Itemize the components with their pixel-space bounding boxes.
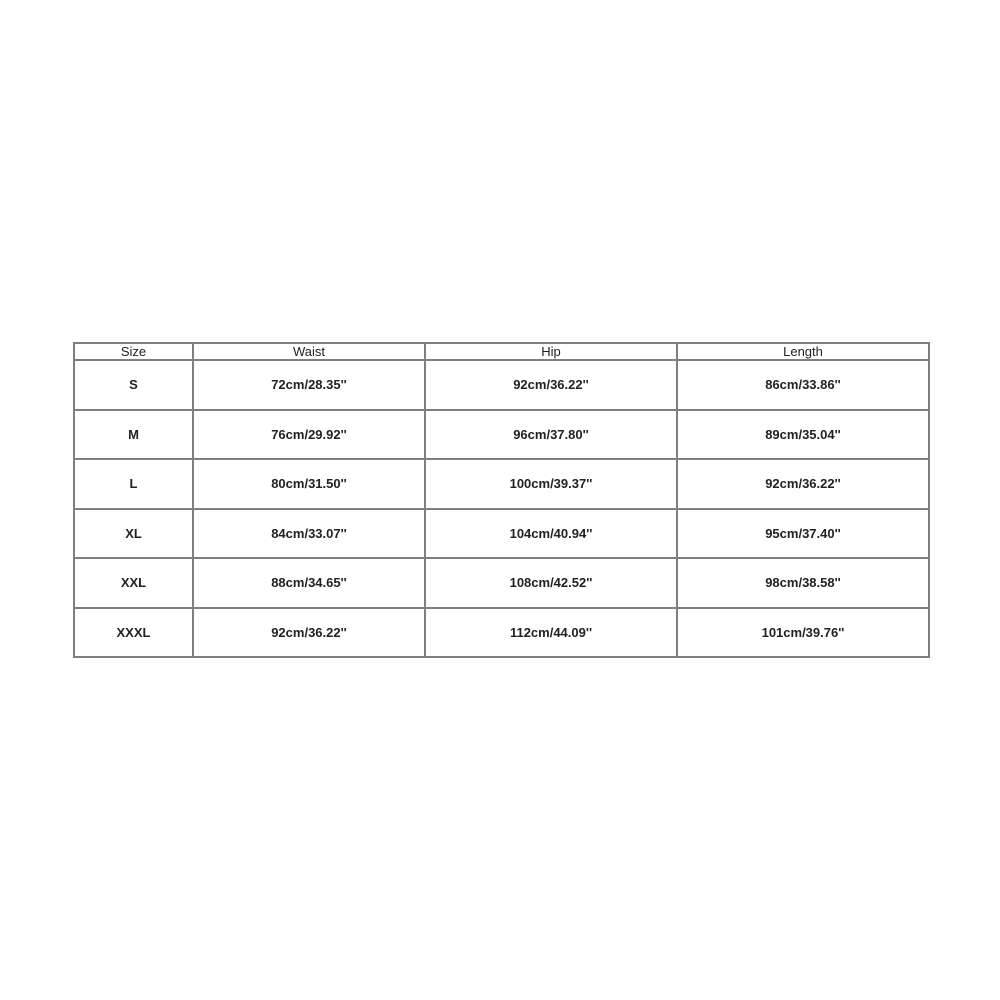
length-cell: 101cm/39.76''	[677, 608, 929, 658]
hip-cell: 100cm/39.37''	[425, 459, 677, 509]
hip-cell: 92cm/36.22''	[425, 360, 677, 410]
size-cell: S	[74, 360, 193, 410]
table-row	[74, 509, 929, 559]
length-cell: 92cm/36.22''	[677, 459, 929, 509]
hip-cell: 108cm/42.52''	[425, 558, 677, 608]
size-cell: XXXL	[74, 608, 193, 658]
table-row	[74, 410, 929, 460]
waist-cell: 92cm/36.22''	[193, 608, 425, 658]
waist-cell: 88cm/34.65''	[193, 558, 425, 608]
hip-cell: 104cm/40.94''	[425, 509, 677, 559]
table-row	[74, 608, 929, 658]
size-cell: XXL	[74, 558, 193, 608]
waist-cell: 72cm/28.35''	[193, 360, 425, 410]
size-chart-table	[73, 342, 930, 658]
waist-cell: 76cm/29.92''	[193, 410, 425, 460]
table-row	[74, 360, 929, 410]
hip-cell: 96cm/37.80''	[425, 410, 677, 460]
hip-cell: 112cm/44.09''	[425, 608, 677, 658]
length-cell: 89cm/35.04''	[677, 410, 929, 460]
waist-cell: 84cm/33.07''	[193, 509, 425, 559]
length-cell: 95cm/37.40''	[677, 509, 929, 559]
header-hip: Hip	[425, 343, 677, 360]
size-cell: L	[74, 459, 193, 509]
table-row	[74, 558, 929, 608]
size-cell: XL	[74, 509, 193, 559]
waist-cell: 80cm/31.50''	[193, 459, 425, 509]
length-cell: 86cm/33.86''	[677, 360, 929, 410]
length-cell: 98cm/38.58''	[677, 558, 929, 608]
table-header-row	[74, 343, 929, 360]
size-cell: M	[74, 410, 193, 460]
header-size: Size	[74, 343, 193, 360]
table-row	[74, 459, 929, 509]
header-waist: Waist	[193, 343, 425, 360]
header-length: Length	[677, 343, 929, 360]
